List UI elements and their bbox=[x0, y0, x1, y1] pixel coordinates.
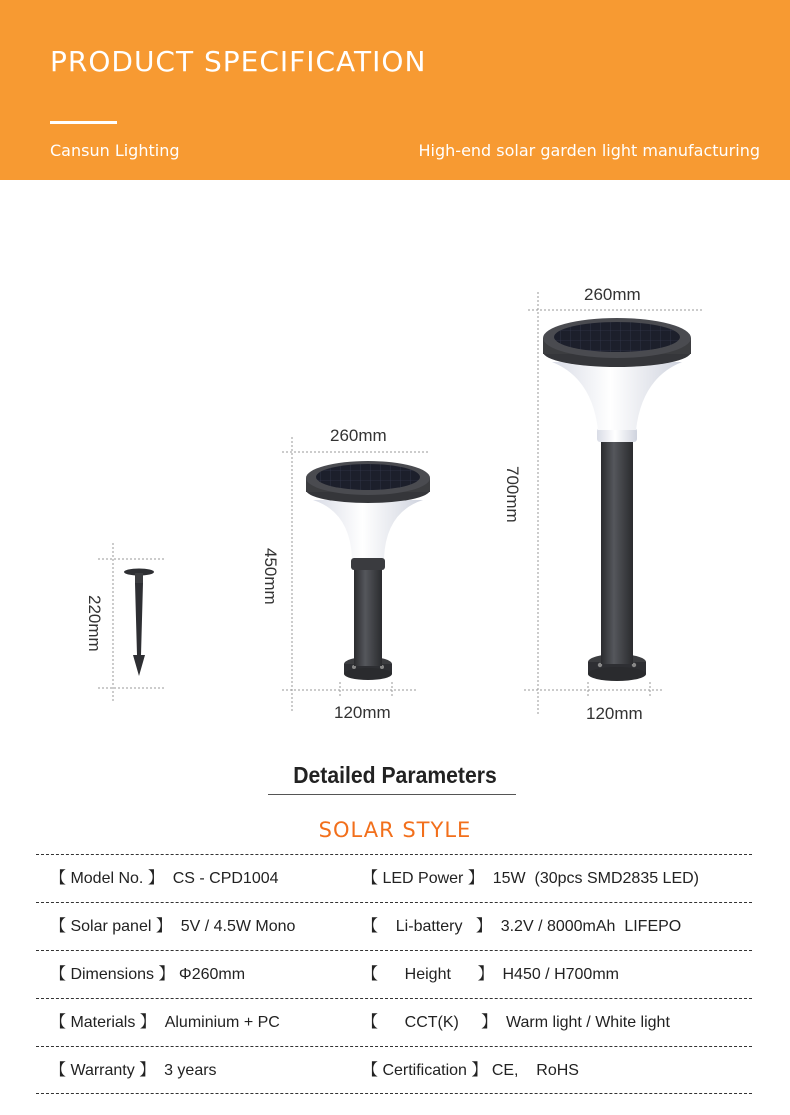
table-row bbox=[36, 1046, 752, 1094]
param-solar-panel: 【 Solar panel 】 5V / 4.5W Mono bbox=[50, 918, 296, 935]
title-underline bbox=[50, 121, 117, 124]
small-light-base-label: 120mm bbox=[334, 703, 391, 722]
table-row bbox=[36, 854, 752, 902]
param-dimensions: 【 Dimensions 】 Φ260mm bbox=[50, 966, 246, 983]
large-solar-light bbox=[503, 285, 703, 723]
small-light-width-label: 260mm bbox=[330, 426, 387, 445]
param-cct: 【 CCT(K) 】 Warm light / White light bbox=[362, 1014, 670, 1031]
param-materials: 【 Materials 】 Aluminium + PC bbox=[50, 1014, 280, 1031]
ground-spike bbox=[85, 543, 165, 702]
table-row bbox=[36, 998, 752, 1046]
param-warranty: 【 Warranty 】 3 years bbox=[50, 1062, 217, 1079]
small-solar-light bbox=[261, 426, 430, 722]
param-model-no: 【 Model No. 】 CS - CPD1004 bbox=[50, 870, 279, 887]
section-heading: Detailed Parameters bbox=[293, 762, 497, 788]
header-banner bbox=[0, 0, 790, 180]
large-light-height-label: 700mm bbox=[503, 466, 522, 523]
small-light-height-label: 450mm bbox=[261, 548, 280, 605]
table-row bbox=[36, 902, 752, 950]
parameter-table bbox=[36, 854, 752, 1094]
product-dimension-illustration bbox=[0, 180, 790, 740]
table-row bbox=[36, 950, 752, 998]
page-title: PRODUCT SPECIFICATION bbox=[50, 45, 427, 78]
param-led-power: 【 LED Power 】 15W (30pcs SMD2835 LED) bbox=[362, 870, 700, 887]
param-li-battery: 【 Li-battery 】 3.2V / 8000mAh LIFEPO bbox=[362, 918, 682, 935]
section-heading-underline bbox=[268, 794, 516, 795]
brand-name: Cansun Lighting bbox=[50, 141, 180, 160]
param-certification: 【 Certification 】 CE, RoHS bbox=[362, 1062, 579, 1079]
large-light-base-label: 120mm bbox=[586, 704, 643, 723]
product-style-heading: SOLAR STYLE bbox=[318, 818, 472, 842]
param-height: 【 Height 】 H450 / H700mm bbox=[362, 966, 619, 983]
spike-height-label: 220mm bbox=[85, 595, 104, 652]
large-light-width-label: 260mm bbox=[584, 285, 641, 304]
brand-tagline: High-end solar garden light manufacturing bbox=[418, 141, 760, 160]
